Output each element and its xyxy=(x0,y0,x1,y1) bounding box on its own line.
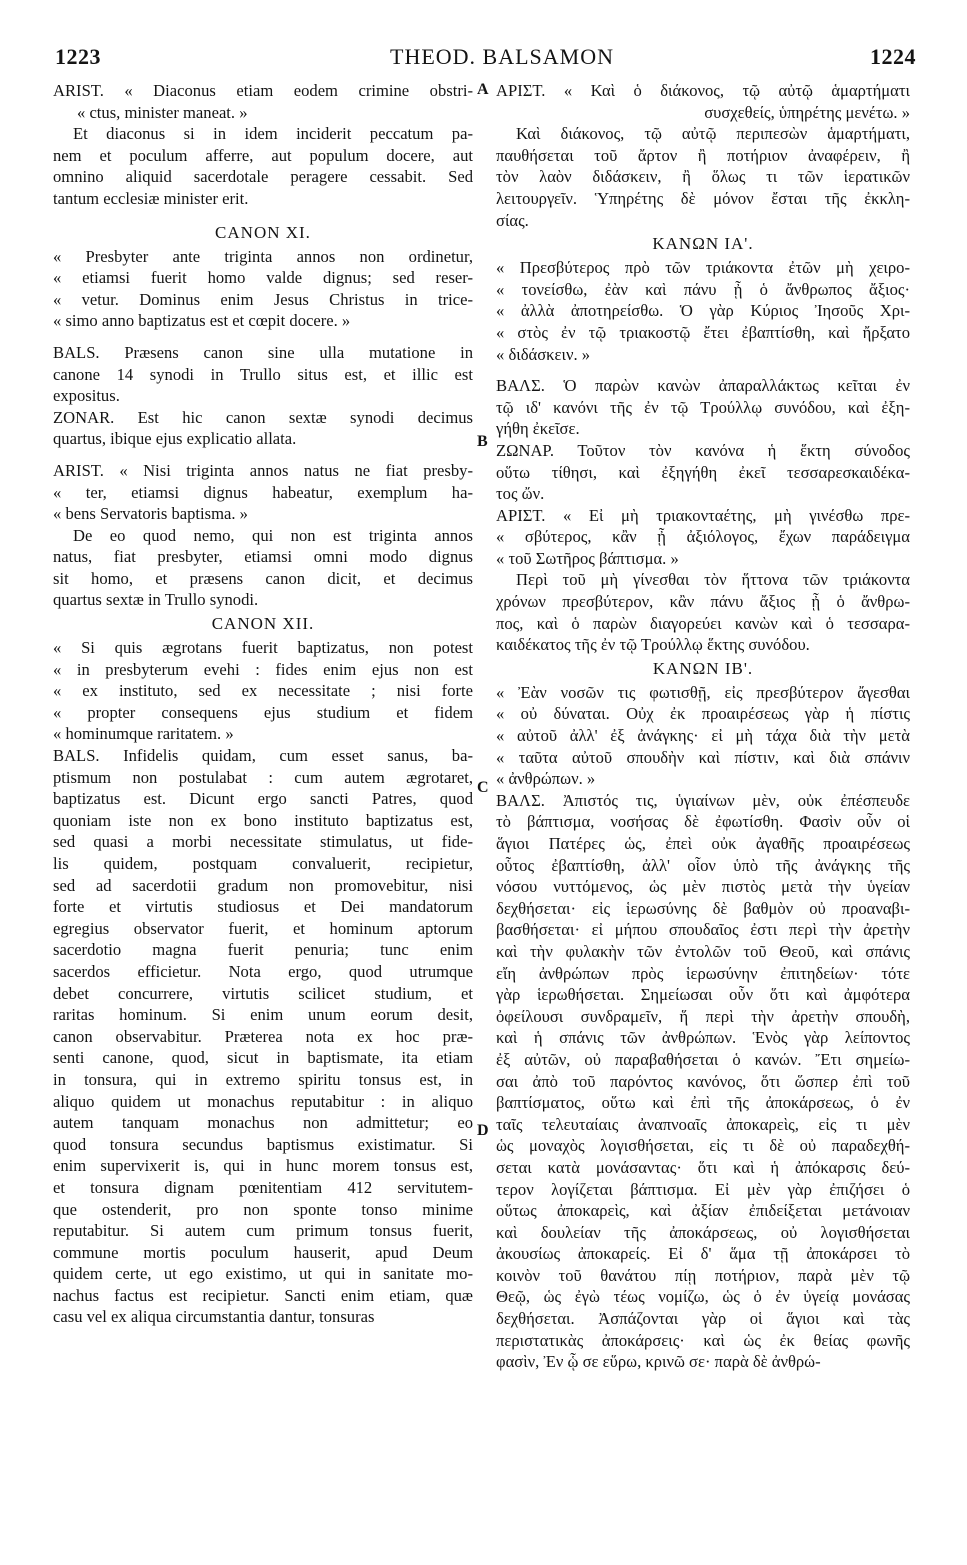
balsamon-comment-line: βαπτίσματος, οὕτω καὶ ἐπὶ τῆς ἀποκάρσεως, ὁ ἐν xyxy=(496,1093,910,1113)
canon-text-line: « propter consequens ejus studium et fidem xyxy=(53,702,473,722)
canon-text-line: « ex instituto, sed ex necessitate ; nisi forte xyxy=(53,681,473,701)
balsamon-comment-line: ptismum non postulabat : cum autem ægrotaret, xyxy=(53,767,473,787)
margin-letter-b: B xyxy=(477,433,488,450)
balsamon-comment-line: expositus. xyxy=(53,386,120,406)
canon-heading: CANON XII. xyxy=(211,614,315,634)
balsamon-comment-line: ΒΑΛΣ. Ἀπιστός τις, ὑγιαίνων μὲν, οὐκ ἐπέσπευδε xyxy=(496,790,910,810)
balsamon-comment-line: baptizatus est. Dicunt ergo sancti Patres, quod xyxy=(53,789,473,809)
balsamon-comment-line: sed ad sacerdotii gradum non promovebitur, nisi xyxy=(53,875,473,895)
balsamon-comment-line: δεχθήσεται. Ἀσπάζονται γὰρ οἱ ἅγιοι καὶ τὰς xyxy=(496,1309,910,1329)
balsamon-comment-line: reputabitur. Si autem cum primum tonsus fuerit, xyxy=(53,1221,473,1241)
balsamon-comment-line: senti canone, quod, sicut in baptismate, ita etiam xyxy=(53,1048,473,1068)
zonaras-comment-line: ΖΩΝΑΡ. Τοῦτον τὸν κανόνα ἡ ἕκτη σύνοδος xyxy=(496,440,910,460)
balsamon-comment-line: canone 14 synodi in Trullo situs est, et illic est xyxy=(53,364,473,384)
balsamon-comment-line: BALS. Præsens canon sine ulla mutatione in xyxy=(53,342,473,362)
balsamon-comment-line: canon observabitur. Præterea nota ex hoc præ- xyxy=(53,1026,473,1046)
zonaras-comment-line: ZONAR. Est hic canon sextæ synodi decimus xyxy=(53,407,473,427)
aristenus-lemma-line: « ter, etiamsi dignus habeatur, exemplum ha- xyxy=(53,482,473,502)
aristenus-lemma-line: ARIST. « Diaconus etiam eodem crimine obstri- xyxy=(53,81,473,100)
aristenus-lemma-line: ARIST. « Nisi triginta annos natus ne fiat presby- xyxy=(53,460,473,480)
balsamon-comment-line: BALS. Infidelis quidam, cum esset sanus, ba- xyxy=(53,746,473,766)
balsamon-comment-line: ταῖς τελευταίαις ἀναπνοαῖς ἀποκαρεὶς, εἰς τι μὲν xyxy=(496,1114,910,1134)
paragraph-line: natus, fiat presbyter, etiamsi omni modo dignus xyxy=(53,547,473,567)
balsamon-comment-line: que ostenderit, pro non sponte tonso minime xyxy=(53,1199,473,1219)
balsamon-comment-line: τὸ βάπτισμα, νοσήσας δὲ ἐφωτίσθη. Φασὶν οὖν οἱ xyxy=(496,812,910,832)
canon-text-line: « Si quis ægrotans fuerit baptizatus, non potest xyxy=(53,638,473,658)
canon-heading: ΚΑΝΩΝ ΙΒ'. xyxy=(652,658,754,678)
zonaras-comment-line: quartus, ibique ejus explicatio allata. xyxy=(53,429,297,449)
balsamon-comment-line: casu vel ex aliqua circumstantia dantur, tonsuras xyxy=(53,1307,375,1327)
canon-text-line: « in presbyterum evehi : fides enim ejus non est xyxy=(53,659,473,679)
balsamon-comment-line: debet concurrere, virtutis scilicet studium, et xyxy=(53,983,473,1003)
paragraph-line: Et diaconus si in idem inciderit peccatum pa- xyxy=(73,124,473,144)
canon-text-line: « στὸς ἐν τῷ τριακοστῷ ἔτει ἐβαπτίσθη, καὶ ἤρξατο xyxy=(496,322,910,342)
balsamon-comment-line: forte et virtutis studiosus et Dei mandatorum xyxy=(53,897,473,917)
balsamon-comment-line: ΒΑΛΣ. Ὁ παρὼν κανὼν ἀπαραλλάκτως κεῖται ἐν xyxy=(496,376,910,396)
balsamon-comment-line: egregius observator fuerit, et hominum aptorum xyxy=(53,918,473,938)
paragraph-line: tantum ecclesiæ minister erit. xyxy=(53,188,249,208)
canon-text-line: « vetur. Dominus enim Jesus Christus in trice- xyxy=(53,289,473,309)
balsamon-comment-line: sed quasi a morbi necessitate stimulatus, ut fide- xyxy=(53,832,473,852)
canon-text-line: « hominumque raritatem. » xyxy=(53,724,234,744)
aristenus-lemma-line: συσχεθείς, ὑπηρέτης μενέτω. » xyxy=(704,102,910,122)
balsamon-comment-line: καὶ δουλείαν τῆς ἀποκάρσεως, οὐ λογισθήσεται xyxy=(496,1222,910,1242)
canon-text-line: « Ἐὰν νοσῶν τις φωτισθῇ, εἰς πρεσβύτερον ἄγεσθαι xyxy=(496,682,910,702)
balsamon-comment-line: εἴη ἀνθρώπων πρὸς ἱερωσύνην ἐπιτηδείων· τότε xyxy=(496,963,910,983)
balsamon-comment-line: δεχθήσεται· εἰς ἱερωσύνης δὲ βαθμὸν οὐ προαναβι- xyxy=(496,898,910,918)
margin-letter-c: C xyxy=(477,779,489,796)
balsamon-comment-line: οὗτος ἐβαπτίσθη, ἀλλ' οἷον ὑπὸ τῆς ἀνάγκης τῆς xyxy=(496,855,910,875)
margin-letter-d: D xyxy=(477,1122,489,1139)
paragraph-line: De eo quod nemo, qui non est triginta annos xyxy=(73,525,473,545)
balsamon-comment-line: raritas hominum. Si enim unum eorum desit, xyxy=(53,1005,473,1025)
balsamon-comment-line: φασὶν, Ἐν ᾧ σε εὕρω, κρινῶ σε· παρὰ δὲ ἀνθρώ- xyxy=(496,1352,821,1372)
balsamon-comment-line: enim supervixerit is, qui in hunc morem tonsus est, xyxy=(53,1156,473,1176)
paragraph-line: Καὶ διάκονος, τῷ αὐτῷ περιπεσὼν ἁμαρτήματι, xyxy=(516,124,910,144)
balsamon-comment-line: lis quidem, postquam convaluerit, recipietur, xyxy=(53,854,473,873)
margin-letter-a: A xyxy=(477,81,489,98)
paragraph-line: σίας. xyxy=(496,210,529,230)
balsamon-comment-line: ἅγιοι Πατέρες ὡς, ἐπεὶ οὐκ ἀγαθῆς προαιρέσεως xyxy=(496,834,910,853)
aristenus-lemma-line: « bens Servatoris baptisma. » xyxy=(53,504,248,524)
balsamon-comment-line: sacerdotio magna fuerit penuria; tunc enim xyxy=(53,940,473,960)
aristenus-lemma-line: ΑΡΙΣΤ. « Εἰ μὴ τριακονταέτης, μὴ γινέσθω πρε- xyxy=(496,505,910,525)
balsamon-comment-line: aliquo quidem ut monachus reputabitur : in aliquo xyxy=(53,1091,473,1111)
balsamon-comment-line: autem tanquam monachus non admittetur; eo xyxy=(53,1113,473,1133)
balsamon-comment-line: ὀφείλουσι συνδραμεῖν, ἥ περὶ τὴν ἀρετὴν σπουδὴ, xyxy=(496,1006,910,1026)
canon-text-line: « ταῦτα αὐτοῦ σπουδὴν καὶ πίστιν, καὶ διὰ σπάνιν xyxy=(496,747,910,767)
balsamon-comment-line: quoniam iste non ex bono instituto baptizatus est, xyxy=(53,810,473,830)
balsamon-comment-line: καὶ ἡ σπάνις τῶν ἀνθρώπων. Ἑνὸς γὰρ λείποντος xyxy=(496,1028,910,1048)
balsamon-comment-line: σαι ἀπὸ τοῦ παρόντος κανόνος, ὅτι ὥσπερ ἐπὶ τοῦ xyxy=(496,1071,910,1091)
canon-text-line: « τονείσθω, ἐὰν καὶ πάνυ ᾖ ὁ ἄνθρωπος ἄξιος· xyxy=(496,279,910,299)
paragraph-line: quartus sextæ in Trullo synodi. xyxy=(53,590,259,610)
paragraph-line: sit homo, et præsens canon dicit, et decimus xyxy=(53,568,473,588)
balsamon-comment-line: nachus factus est recipietur. Sancti enim etiam, quæ xyxy=(53,1285,473,1305)
paragraph-line: παυθήσεται τοῦ ἄρτον ἢ ποτήριον ἀναφέρειν, ἢ xyxy=(496,145,910,165)
balsamon-comment-line: νόσου νυττόμενος, ὡς μὲν πιστὸς μετὰ τὴν ὑγείαν xyxy=(496,877,910,897)
canon-text-line: « οὐ δύναται. Οὐχ ἐκ προαιρέσεως γὰρ ἡ πίστις xyxy=(496,704,910,724)
balsamon-comment-line: τερον λογίζεται βάπτισμα. Εἰ μὲν γὰρ ἐπιζήσει ὁ xyxy=(496,1179,910,1199)
balsamon-comment-line: quod tonsura secundus baptismus existimatur. Si xyxy=(53,1134,473,1154)
balsamon-comment-line: περιστατικὰς ἀποκάρσεις· καὶ ὡς ἐκ θείας φωνῆς xyxy=(496,1330,910,1350)
paragraph-line: λειτουργεῖν. Ὑπηρέτης δὲ μόνον ἔσται τῆς ἐκκλη- xyxy=(496,188,910,208)
paragraph-line: πος, καὶ ὁ παρὼν διαγορεύει κανὼν καὶ ὁ τεσσαρα- xyxy=(496,613,910,633)
balsamon-comment-line: ἐξ αὐτῶν, οὐ παραβαθήσεται ὁ κανών. Ἔτι σημείω- xyxy=(496,1049,910,1069)
balsamon-comment-line: σεται κατὰ μονάσαντας· ὅτι καὶ ἡ ἀπόκαρσις δεύ- xyxy=(496,1157,910,1177)
balsamon-comment-line: κοινὸν τοῦ θανάτου πίῃ ποτήριον, παρὰ μὲν τῷ xyxy=(496,1265,910,1285)
balsamon-comment-line: καὶ τὴν φυλακὴν τῶν ἐντολῶν τοῦ Θεοῦ, καὶ σπάνις xyxy=(496,941,910,961)
balsamon-comment-line: γήθη ἐκεῖσε. xyxy=(496,419,580,439)
canon-heading: CANON XI. xyxy=(215,222,311,242)
aristenus-lemma-line: « ctus, minister maneat. » xyxy=(77,102,248,122)
balsamon-comment-line: ὡς μοναχὸς λογισθήσεται, εἰς τι δὲ οὐ παραδεχθή- xyxy=(496,1136,910,1156)
aristenus-lemma-line: « σβύτερος, κἂν ᾖ ἀξιόλογος, ἔχων παράδειγμα xyxy=(496,527,910,547)
paragraph-line: χρόνων πρεσβύτερον, κἂν πάνυ ἄξιος ᾖ ὁ ἄνθρω- xyxy=(496,592,910,612)
running-title: THEOD. BALSAMON xyxy=(390,44,614,69)
balsamon-comment-line: sacerdos efficietur. Nota ergo, quod utrumque xyxy=(53,961,473,981)
canon-text-line: « simo anno baptizatus est et cœpit docere. » xyxy=(53,311,351,331)
canon-text-line: « αὐτοῦ ἀλλ' ἐξ ἀνάγκης· εἰ μὴ τάχα διὰ τὴν μετὰ xyxy=(496,726,910,746)
balsamon-comment-line: in tonsura, qui in extremo spiritu tonsus est, in xyxy=(53,1069,473,1089)
paragraph-line: Περὶ τοῦ μὴ γίνεσθαι τὸν ἥττονα τῶν τριάκοντα xyxy=(516,570,910,590)
canon-text-line: « Πρεσβύτερος πρὸ τῶν τριάκοντα ἐτῶν μὴ χειρο- xyxy=(496,258,910,278)
paragraph-line: καιδέκατος τῆς ἐν τῷ Τρούλλῳ ἕκτης συνόδου. xyxy=(496,635,810,655)
paragraph-line: omnino aliquid sacerdotale peragere cessabit. Sed xyxy=(53,167,473,187)
canon-text-line: « διδάσκειν. » xyxy=(496,344,591,364)
page-number-right: 1224 xyxy=(870,44,916,69)
canon-text-line: « ἀνθρώπων. » xyxy=(496,769,596,789)
greek-column xyxy=(496,80,910,1373)
canon-text-line: « ἀλλὰ ἀποτηρείσθω. Ὁ γὰρ Κύριος Ἰησοῦς Χρι- xyxy=(496,301,910,321)
balsamon-comment-line: οὕτως ἀποκαρεὶς, καὶ ἀξίαν ἐπιδείξεται μετάνοιαν xyxy=(496,1201,910,1221)
balsamon-comment-line: ἀκουσίως ἀποκαρείς. Εἰ δ' ἅμα τῇ ἀποκάρσει τὸ xyxy=(496,1244,910,1264)
balsamon-comment-line: Θεῷ, ὡς ἐγὼ τέως νομίζω, ὡς ὁ ἐν ὑγείᾳ μονάσας xyxy=(496,1287,910,1307)
balsamon-comment-line: et tonsura dignam pœnitentiam 412 servitutem- xyxy=(53,1177,473,1197)
latin-column xyxy=(53,80,473,1328)
canon-heading: ΚΑΝΩΝ ΙΑ'. xyxy=(652,234,754,254)
balsamon-comment-line: commune mortis poculum hauserit, apud Deum xyxy=(53,1242,473,1262)
balsamon-comment-line: quidem certe, ut ego existimo, ut qui in sanitate mo- xyxy=(53,1264,473,1284)
zonaras-comment-line: τος ὤν. xyxy=(496,484,545,504)
zonaras-comment-line: οὕτω τίθησι, καὶ ἐξηγήθη ἐκεῖ τεσσαρεσκαιδέκα- xyxy=(496,462,910,482)
page-number-left: 1223 xyxy=(55,44,101,69)
aristenus-lemma-line: ΑΡΙΣΤ. « Καὶ ὁ διάκονος, τῷ αὐτῷ ἁμαρτήματι xyxy=(496,81,910,100)
canon-text-line: « etiamsi fuerit homo valde dignus; sed reser- xyxy=(53,268,473,288)
balsamon-comment-line: βασθήσεται· εἰ μήπου σπουδαῖος ἐστι περὶ τὴν ἀρετὴν xyxy=(496,920,910,940)
aristenus-lemma-line: « τοῦ Σωτῆρος βάπτισμα. » xyxy=(496,548,679,568)
paragraph-line: nem et poculum afferre, aut populum docere, aut xyxy=(53,145,473,165)
paragraph-line: τὸν λαὸν διδάσκειν, ἢ ὅλως τι τῶν ἱερατικῶν xyxy=(496,167,910,187)
balsamon-comment-line: γὰρ ἱερωθήσεται. Σημείωσαι οὖν ὅτι καὶ ἀμφότερα xyxy=(496,985,910,1005)
canon-text-line: « Presbyter ante triginta annos non ordinetur, xyxy=(53,246,473,266)
balsamon-comment-line: τῷ ιδ' κανόνι τῆς ἐν τῷ Τρούλλῳ συνόδου, καὶ ἐξη- xyxy=(496,397,910,417)
